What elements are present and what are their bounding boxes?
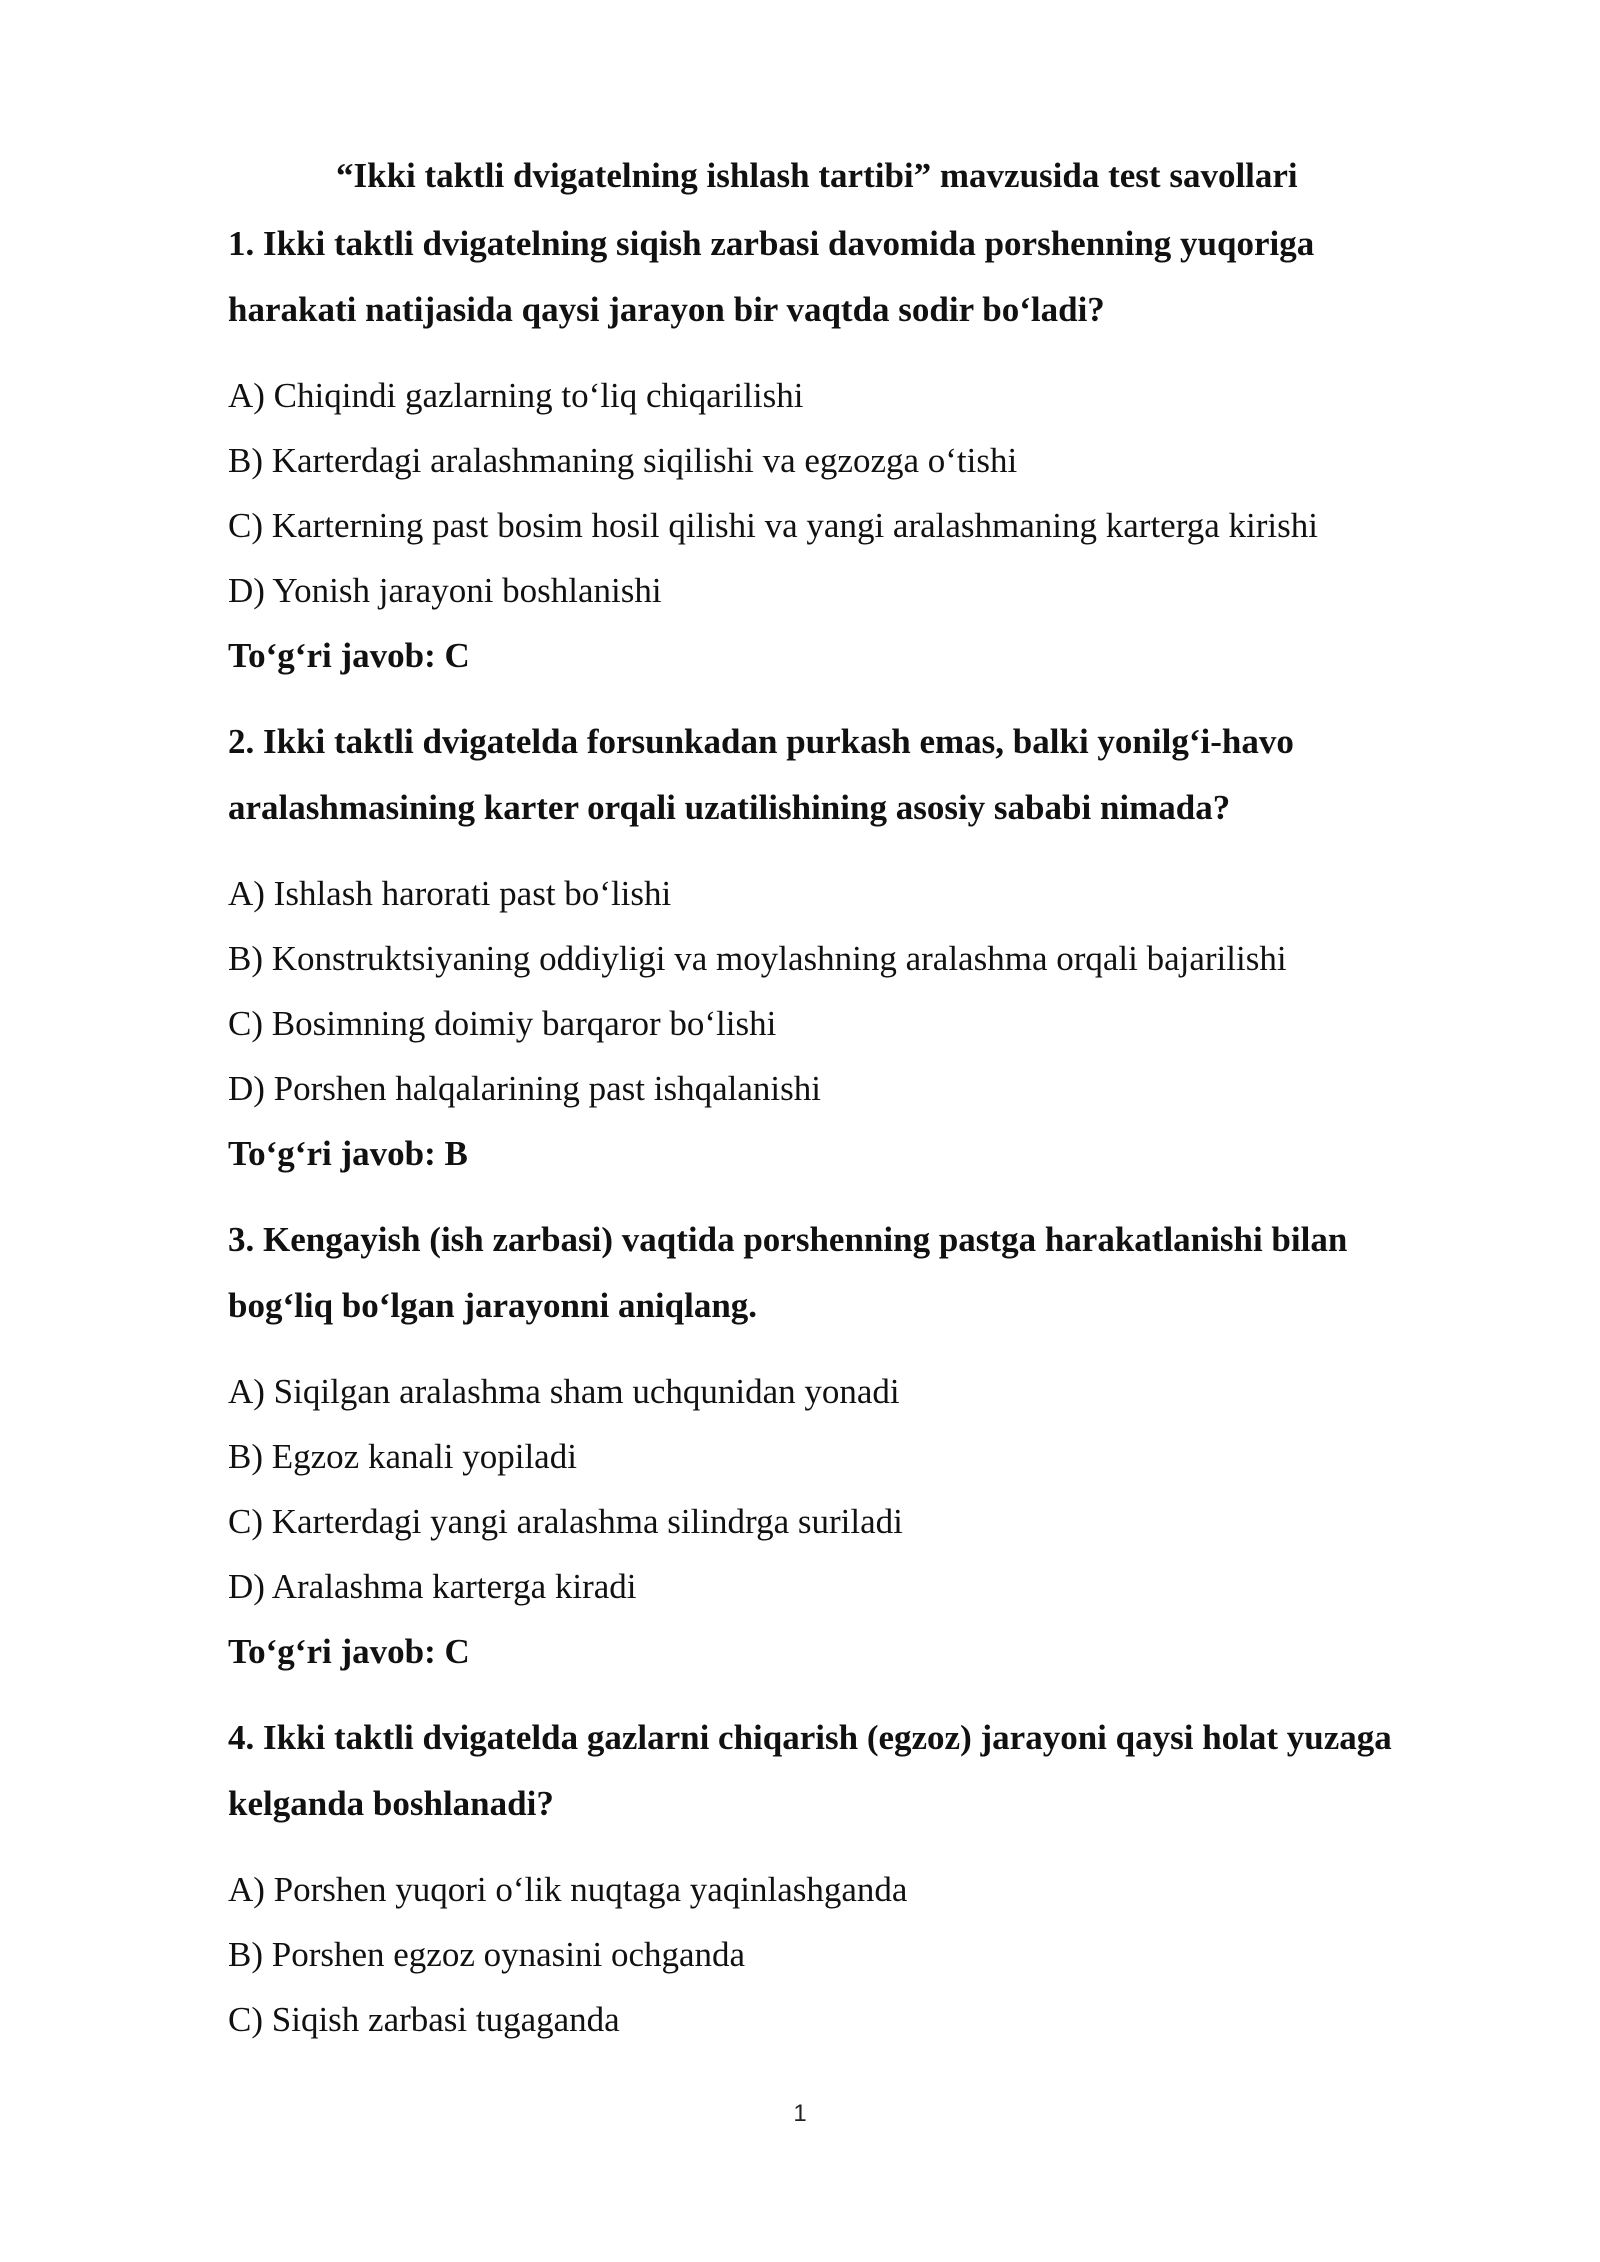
option-d: D) Aralashma karterga kiradi bbox=[228, 1567, 637, 1606]
document-title: “Ikki taktli dvigatelning ishlash tartibi” mavzusida test savollari bbox=[336, 156, 1298, 195]
correct-answer: To‘g‘ri javob: C bbox=[228, 636, 470, 675]
question-text: bog‘liq bo‘lgan jarayonni aniqlang. bbox=[228, 1286, 758, 1325]
question-text: 3. Kengayish (ish zarbasi) vaqtida porshenning pastga harakatlanishi bilan bbox=[228, 1220, 1348, 1259]
question-text: aralashmasining karter orqali uzatilishining asosiy sababi nimada? bbox=[228, 788, 1231, 827]
question-text: harakati natijasida qaysi jarayon bir vaqtda sodir bo‘ladi? bbox=[228, 290, 1105, 329]
question-4 bbox=[228, 1705, 1528, 2052]
option-c: C) Siqish zarbasi tugaganda bbox=[228, 2000, 620, 2039]
option-b: B) Porshen egzoz oynasini ochganda bbox=[228, 1935, 746, 1974]
question-1 bbox=[228, 211, 1528, 688]
option-b: B) Egzoz kanali yopiladi bbox=[228, 1437, 577, 1476]
question-text: 4. Ikki taktli dvigatelda gazlarni chiqarish (egzoz) jarayoni qaysi holat yuzaga bbox=[228, 1718, 1392, 1757]
option-a: A) Porshen yuqori o‘lik nuqtaga yaqinlashganda bbox=[228, 1870, 908, 1909]
question-text: 1. Ikki taktli dvigatelning siqish zarbasi davomida porshenning yuqoriga bbox=[228, 224, 1315, 263]
option-d: D) Yonish jarayoni boshlanishi bbox=[228, 571, 662, 610]
option-c: C) Bosimning doimiy barqaror bo‘lishi bbox=[228, 1004, 777, 1043]
option-b: B) Karterdagi aralashmaning siqilishi va egzozga o‘tishi bbox=[228, 441, 1018, 480]
correct-answer: To‘g‘ri javob: B bbox=[228, 1134, 468, 1173]
question-text: 2. Ikki taktli dvigatelda forsunkadan purkash emas, balki yonilg‘i-havo bbox=[228, 722, 1294, 761]
option-d: D) Porshen halqalarining past ishqalanishi bbox=[228, 1069, 821, 1108]
page-number: 1 bbox=[793, 2100, 807, 2127]
correct-answer: To‘g‘ri javob: C bbox=[228, 1632, 470, 1671]
option-c: C) Karterning past bosim hosil qilishi va yangi aralashmaning karterga kirishi bbox=[228, 506, 1318, 545]
question-3 bbox=[228, 1207, 1528, 1684]
question-text: kelganda boshlanadi? bbox=[228, 1784, 554, 1823]
option-a: A) Ishlash harorati past bo‘lishi bbox=[228, 874, 672, 913]
option-c: C) Karterdagi yangi aralashma silindrga suriladi bbox=[228, 1502, 903, 1541]
option-a: A) Siqilgan aralashma sham uchqunidan yonadi bbox=[228, 1372, 900, 1411]
question-2 bbox=[228, 709, 1528, 1186]
option-b: B) Konstruktsiyaning oddiyligi va moylashning aralashma orqali bajarilishi bbox=[228, 939, 1287, 978]
option-a: A) Chiqindi gazlarning to‘liq chiqarilishi bbox=[228, 376, 804, 415]
